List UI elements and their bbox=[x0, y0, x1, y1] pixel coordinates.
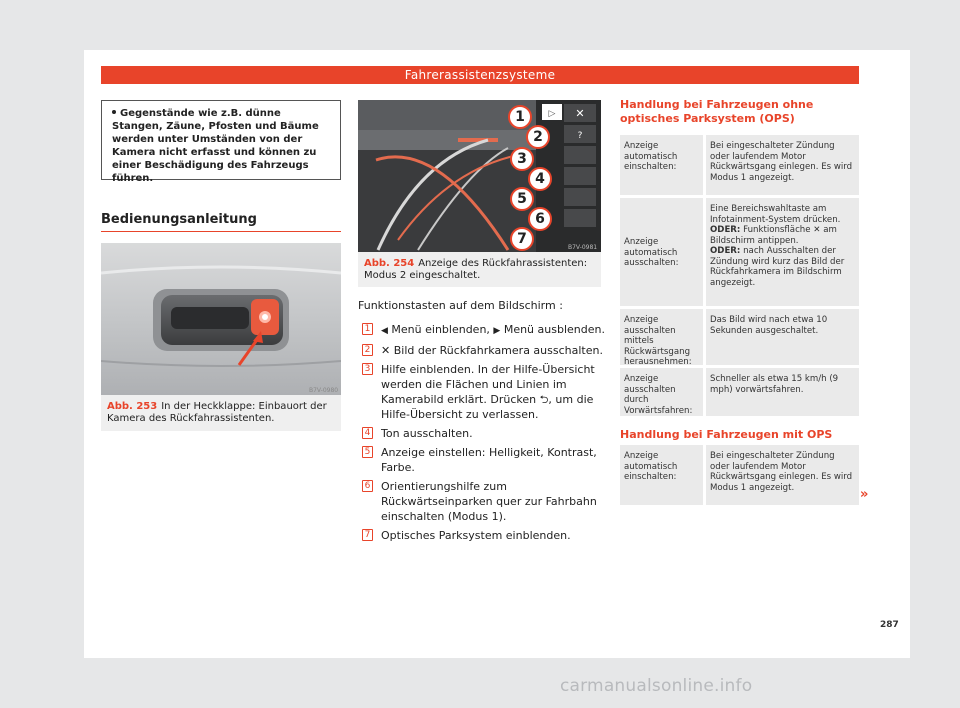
close-icon: ✕ bbox=[381, 344, 391, 357]
callout-5: 5 bbox=[510, 187, 534, 211]
triangle-right-icon: ▶ bbox=[493, 326, 501, 336]
row-label: Anzeige ausschalten mittels Rückwärtsgang herausnehmen: bbox=[620, 309, 703, 365]
key-number: 7 bbox=[362, 529, 373, 541]
triangle-left-icon: ◀ bbox=[381, 326, 388, 336]
callout-4: 4 bbox=[528, 167, 552, 191]
chapter-header: Fahrerassistenzsysteme bbox=[101, 66, 859, 84]
table1-row-3 bbox=[620, 309, 859, 365]
section-title: Bedienungsanleitung bbox=[101, 212, 257, 227]
bullet-icon bbox=[112, 110, 116, 114]
callout-2: 2 bbox=[526, 125, 550, 149]
figure-254-display bbox=[358, 100, 601, 252]
svg-text:?: ? bbox=[577, 131, 583, 141]
callout-3: 3 bbox=[510, 147, 534, 171]
row-label: Anzeige ausschalten durch Vorwärtsfahren: bbox=[620, 368, 703, 416]
callout-1: 1 bbox=[508, 105, 532, 129]
figure-254-code: B7V-0981 bbox=[568, 244, 598, 251]
table1-row-2 bbox=[620, 198, 859, 306]
warning-box bbox=[101, 100, 341, 184]
key-item-3: 3 Hilfe einblenden. In der Hilfe-Übersicht werden die Flächen und Linien im Kamerabild erklärt. Drücken ⮌, um die Hilfe-Übersicht zu verlassen. bbox=[358, 362, 608, 422]
return-icon: ⮌ bbox=[539, 393, 549, 406]
key-item-6: 6 Orientierungshilfe zum Rückwärtseinparken quer zur Fahrbahn einschalten (Modus 1). bbox=[358, 479, 608, 524]
row-label: Anzeige automatisch einschalten: bbox=[620, 135, 703, 195]
close-icon: ✕ bbox=[813, 225, 821, 235]
row-label: Anzeige automatisch einschalten: bbox=[620, 445, 703, 505]
keys-title: Funktionstasten auf dem Bildschirm : bbox=[358, 299, 563, 312]
row-value: Eine Bereichswahltaste am Infotainment-System drücken. ODER: Funktionsfläche ✕ am Bildschirm antippen. ODER: nach Ausschalten der Zündung wird kurz das Bild der Rückfahrkamera im Bildschirm angezeigt. bbox=[706, 198, 859, 306]
callout-7: 7 bbox=[510, 227, 534, 251]
figure-254-caption-text: Anzeige des Rückfahrassistenten: Modus 2 eingeschaltet. bbox=[364, 258, 588, 281]
figure-253 bbox=[101, 243, 341, 431]
key-item-1: 1 ◀ Menü einblenden, ▶ Menü ausblenden. bbox=[358, 322, 608, 339]
figure-253-photo bbox=[101, 243, 341, 395]
row-value: Bei eingeschalteter Zündung oder laufendem Motor Rückwärtsgang einlegen. Es wird Modus 1 angezeigt. bbox=[706, 445, 859, 505]
key-number: 3 bbox=[362, 363, 373, 375]
row-value: Schneller als etwa 15 km/h (9 mph) vorwärtsfahren. bbox=[706, 368, 859, 416]
figure-253-label: Abb. 253 bbox=[107, 401, 158, 412]
svg-text:▷: ▷ bbox=[548, 109, 556, 119]
table2-row-1 bbox=[620, 445, 859, 505]
key-item-2: 2 ✕ Bild der Rückfahrkamera ausschalten. bbox=[358, 343, 608, 358]
svg-text:✕: ✕ bbox=[575, 107, 585, 120]
figure-253-code: B7V-0980 bbox=[309, 387, 339, 394]
key-number: 2 bbox=[362, 344, 373, 356]
key-item-5: 5 Anzeige einstellen: Helligkeit, Kontrast, Farbe. bbox=[358, 445, 608, 475]
figure-254-caption bbox=[364, 258, 596, 282]
key-number: 1 bbox=[362, 323, 373, 335]
watermark: carmanualsonline.info bbox=[560, 676, 753, 696]
key-number: 4 bbox=[362, 427, 373, 439]
tailgate-camera-illustration bbox=[101, 243, 341, 395]
figure-254 bbox=[358, 100, 601, 287]
figure-253-caption-text: In der Heckklappe: Einbauort der Kamera des Rückfahrassistenten. bbox=[107, 401, 327, 424]
key-number: 5 bbox=[362, 446, 373, 458]
row-label: Anzeige automatisch ausschalten: bbox=[620, 198, 703, 306]
table1-row-4 bbox=[620, 368, 859, 416]
callout-6: 6 bbox=[528, 207, 552, 231]
table2-heading: Handlung bei Fahrzeugen mit OPS bbox=[620, 428, 833, 441]
warning-text: Gegenstände wie z.B. dünne Stangen, Zäune, Pfosten und Bäume werden unter Umständen von der Kamera nicht erfasst und können zu einer Beschädigung des Fahrzeugs führen. bbox=[112, 108, 319, 184]
row-value: Bei eingeschalteter Zündung oder laufendem Motor Rückwärtsgang einlegen. Es wird Modus 1 angezeigt. bbox=[706, 135, 859, 195]
page-number: 287 bbox=[880, 620, 899, 630]
table1-row-1 bbox=[620, 135, 859, 195]
table1-heading: Handlung bei Fahrzeugen ohne optisches Parksystem (OPS) bbox=[620, 98, 814, 125]
function-key-list bbox=[358, 322, 608, 547]
key-item-7: 7 Optisches Parksystem einblenden. bbox=[358, 528, 608, 543]
continue-mark: » bbox=[860, 487, 869, 502]
figure-254-label: Abb. 254 bbox=[364, 258, 415, 269]
key-number: 6 bbox=[362, 480, 373, 492]
rear-camera-display-illustration bbox=[358, 100, 601, 252]
row-value: Das Bild wird nach etwa 10 Sekunden ausgeschaltet. bbox=[706, 309, 859, 365]
section-divider bbox=[101, 231, 341, 232]
figure-253-caption bbox=[107, 401, 337, 425]
key-item-4: 4 Ton ausschalten. bbox=[358, 426, 608, 441]
